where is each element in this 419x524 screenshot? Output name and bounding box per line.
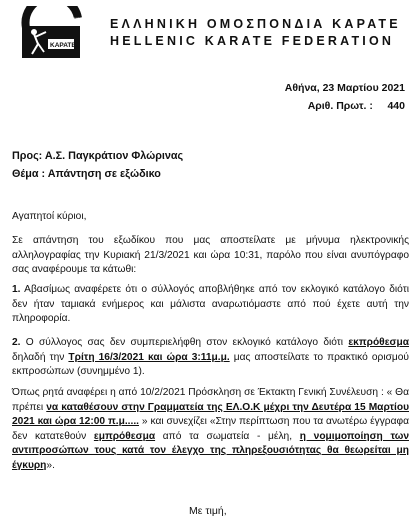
point-2-number: 2.	[12, 337, 21, 348]
salutation: Αγαπητοί κύριοι,	[12, 211, 87, 222]
org-name-greek: ΕΛΛΗΝΙΚΗ ΟΜΟΣΠΟΝΔΙΑ ΚΑΡΑΤΕ	[110, 17, 401, 31]
submission-datetime: Τρίτη 16/3/2021 και ώρα 3:11μ.μ.	[68, 351, 230, 363]
point-2-text-e: μας αποστείλατε το πρακτικό ορισμού εκπροσώπων (συνημμένο 1).	[12, 351, 409, 378]
protocol-line	[308, 100, 405, 112]
subject-line: Θέμα : Απάντηση σε εξώδικο	[12, 168, 161, 180]
org-name-english: HELLENIC KARATE FEDERATION	[110, 34, 395, 48]
paragraph-point-1	[12, 283, 409, 327]
recipient-line: Προς: Α.Σ. Παγκράτιον Φλώρινας	[12, 150, 184, 162]
federation-logo	[8, 6, 104, 62]
deadline-quote: να καταθέσουν στην Γραμματεία της ΕΛ.Ο.Κ μέχρι την Δευτέρα 15 Μαρτίου 2021 και ώρα 12:00 π.μ.....	[12, 401, 409, 428]
paragraph-invitation-quote	[12, 386, 409, 474]
quote-intro: Όπως ρητά αναφέρει η από 10/2/2021 Πρόσκληση σε Έκτακτη Γενική Συνέλευση : « Θα πρέπει	[12, 387, 409, 413]
timely-keyword: εμπρόθεσμα	[93, 430, 156, 442]
logo-arc-text	[30, 16, 80, 21]
point-1-text: Αβασίμως αναφέρετε ότι ο σύλλογός αποβλήθηκε από τον εκλογικό κατάλογο διότι δεν ήταν ταμιακά ενήμερος και μάλιστα αναρωτιόμαστε από πού έχετε αυτή την πληροφορία.	[12, 284, 409, 325]
paragraph-intro: Σε απάντηση του εξωδίκου που μας αποστείλατε με μήνυμα ηλεκτρονικής αλληλογραφίας την Κυριακή 21/3/2021 και ώρα 10:31, παρόλο που είναι ανυπόγραφο σας αναφέρουμε τα κάτωθι:	[12, 235, 409, 276]
invalidity-quote: η νομιμοποίηση των αντιπροσώπων τους κατά τον έλεγχο της πληρεξουσιότητας θα θεωρείται μη έγκυρη	[12, 430, 409, 471]
org-title	[110, 16, 401, 50]
protocol-label: Αριθ. Πρωτ. :	[307, 100, 373, 112]
closing-line: Με τιμή,	[189, 505, 227, 517]
point-1-number: 1.	[12, 284, 21, 295]
date-line: Αθήνα, 23 Μαρτίου 2021	[284, 82, 405, 94]
paragraph-point-2	[12, 336, 409, 380]
point-2-text-c: δηλαδή την	[12, 351, 69, 363]
svg-text:ΚΑΡΑΤΕ: ΚΑΡΑΤΕ	[50, 42, 76, 49]
quote-members: από τα σωματεία - μέλη,	[155, 430, 300, 442]
point-2-text-a: Ο σύλλογος σας δεν συμπεριελήφθη στον εκλογικό κατάλογο διότι	[20, 337, 349, 348]
quote-continue: » και συνεχίζει «Στην περίπτωση που τα ανωτέρω έγγραφα δεν κατατεθούν	[12, 416, 409, 442]
logo-badge-text	[50, 42, 76, 49]
quote-close: ».	[46, 459, 55, 471]
svg-text:ΕΛΛΗΝΙΚΗ ΟΜΟΣΠΟΝΔΙΑ: ΕΛΛΗΝΙΚΗ ΟΜΟΣΠΟΝΔΙΑ	[30, 16, 80, 21]
late-keyword: εκπρόθεσμα	[348, 337, 409, 348]
protocol-number: 440	[387, 100, 405, 112]
